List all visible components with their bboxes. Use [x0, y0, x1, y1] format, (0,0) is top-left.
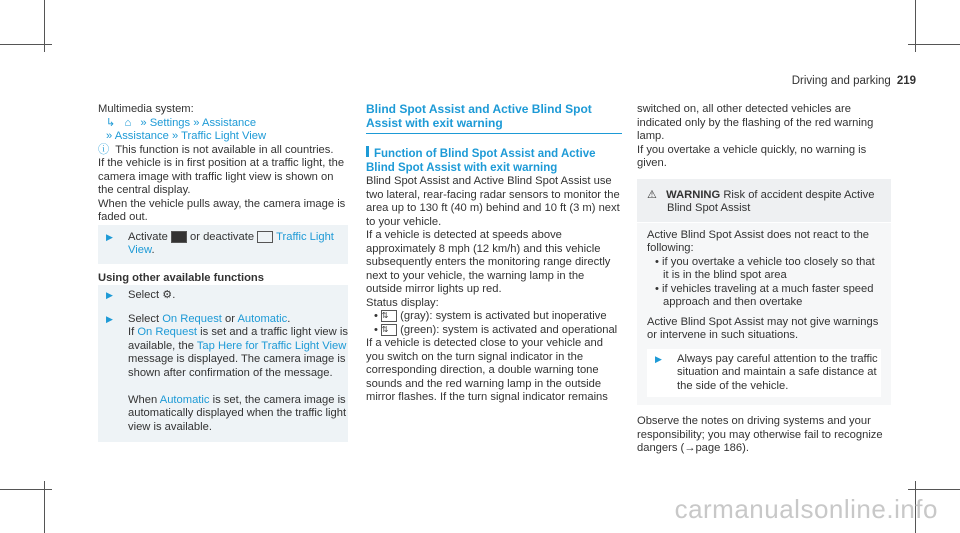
- note: [98, 144, 348, 158]
- para3-text: Observe the notes on driving systems and your responsibility; you may otherwise fail to recognize dangers (: [637, 415, 883, 454]
- step-text: Select On Request or Automatic. If On Request is set and a traffic light view is available, the Tap Here for Traffic Light View message is displayed. The camera image is shown after confirmation of the message. When Automatic is set, the camera image is automatically displayed when the traffic light view is available.: [128, 312, 348, 433]
- home-icon: ⌂: [124, 116, 132, 129]
- warn-step-text: Always pay careful attention to the traffic situation and maintain a safe distance at the side of the vehicle.: [677, 352, 878, 392]
- para-1: If the vehicle is in first position at a traffic light, the camera image with traffic light view is shown on the central display.: [98, 157, 345, 196]
- para3-end: ).: [742, 442, 749, 454]
- arrow-icon: ↳: [106, 116, 116, 129]
- s3-link1: On Request: [162, 312, 222, 325]
- bullet-1: • ⇅ (gray): system is activated but inoperative: [374, 310, 607, 322]
- s3b: or: [225, 312, 235, 325]
- step-text: Select ⚙.: [128, 289, 176, 301]
- path-traffic-light-view: Traffic Light View: [181, 130, 267, 142]
- blind-spot-icon: ⇅: [381, 324, 397, 336]
- s3a: Select: [128, 312, 160, 325]
- warn-b1-text: if you overtake a vehicle too closely so that it is in the blind spot area: [662, 255, 875, 281]
- warn-para-2: Active Blind Spot Assist may not give warnings or intervene in such situations.: [647, 315, 879, 341]
- other-functions-heading: Using other available functions: [98, 271, 264, 284]
- s3g: is set, the camera image is automatically displayed when the traffic light view is available.: [128, 393, 347, 433]
- crop-mark: [44, 0, 45, 52]
- menu-path-1: [98, 117, 348, 131]
- info-icon: ⓘ: [98, 143, 110, 156]
- para-3: If a vehicle is detected close to your vehicle and you switch on the turn signal indicator in the corresponding direction, a double warning tone sounds and the red warning lamp in the outside mirror flashes. If the turn signal indicator remains: [366, 337, 608, 403]
- crop-mark: [915, 0, 916, 52]
- gear-icon: ⚙: [162, 289, 173, 301]
- s3e: message is displayed. The camera image is shown after confirmation of the message.: [128, 353, 346, 379]
- warning-title: WARNING: [666, 188, 721, 201]
- chevron-icon: »: [171, 130, 179, 142]
- para-2: If you overtake a vehicle quickly, no warning is given.: [637, 143, 867, 169]
- step-select-mode: [98, 307, 348, 443]
- bar-icon: [366, 146, 369, 157]
- step-arrow-icon: ▶: [106, 231, 113, 242]
- status-label: Status display:: [366, 296, 439, 309]
- s3f: When: [128, 393, 158, 406]
- warn-para-1: Active Blind Spot Assist does not react to the following:: [647, 228, 870, 254]
- s3-link5: Automatic: [159, 393, 210, 406]
- page-ref: page 186: [695, 442, 743, 454]
- path-settings: Settings: [149, 116, 191, 129]
- warn-step: [647, 349, 881, 398]
- menu-path-2: [98, 130, 348, 144]
- page-header: [792, 75, 916, 87]
- bullet1-text: (gray): system is activated but inoperative: [400, 310, 607, 322]
- step-text: Activate or deactivate Traffic Light View.: [128, 230, 334, 256]
- para-2: If a vehicle is detected at speeds above approximately 8 mph (12 km/h) and this vehicle subsequently enters the monitoring range directly next to your vehicle, the warning lamp in the outside mirror lights up red.: [366, 229, 611, 295]
- step-select: [98, 285, 348, 307]
- path-assistance-2: Assistance: [114, 130, 169, 142]
- watermark: carmanualsonline.info: [674, 494, 938, 524]
- toggle-on-icon: [171, 231, 187, 243]
- para-3: [637, 415, 891, 456]
- path-assistance: Assistance: [201, 116, 257, 129]
- step-arrow-icon: ▶: [655, 353, 662, 364]
- chevron-icon: »: [140, 116, 147, 129]
- para-1: Blind Spot Assist and Active Blind Spot Assist use two lateral, rear-facing radar sensors to monitor the area up to 130 ft (40 m) behind and 10 ft (3 m) next to your vehicle.: [366, 175, 620, 228]
- step-arrow-icon: ▶: [106, 290, 113, 300]
- column-3: [637, 103, 891, 456]
- arrow-icon: →: [684, 442, 696, 454]
- subsection-title: [366, 146, 622, 175]
- page-number: 219: [896, 75, 916, 87]
- bullet-2: • ⇅ (green): system is activated and operational: [374, 323, 618, 336]
- subtitle-text: Function of Blind Spot Assist and Active Blind Spot Assist with exit warning: [366, 148, 596, 174]
- crop-mark: [44, 481, 45, 533]
- step-arrow-icon: ▶: [106, 313, 113, 324]
- section-title: Driving and parking: [791, 75, 891, 87]
- intro-text: Multimedia system:: [98, 103, 194, 115]
- column-2: [366, 103, 622, 405]
- chevron-icon: »: [193, 116, 200, 129]
- warn-bullet-1: • if you overtake a vehicle too closely so that it is in the blind spot area: [655, 255, 875, 281]
- step1-b: or deactivate: [190, 230, 255, 243]
- bullet2-text: (green): system is activated and operational: [400, 323, 618, 336]
- para-2: When the vehicle pulls away, the camera image is faded out.: [98, 197, 346, 223]
- section-title: Blind Spot Assist and Active Blind Spot Assist with exit warning: [366, 103, 622, 134]
- step1-a: Activate: [128, 230, 168, 243]
- blind-spot-icon: ⇅: [381, 310, 397, 322]
- warn-b2-text: if vehicles traveling at a much faster speed approach and then overtake: [662, 282, 874, 308]
- warning-box: [637, 179, 891, 406]
- warning-header: [637, 179, 891, 223]
- para-1: switched on, all other detected vehicles are indicated only by the flashing of the red warning lamp.: [637, 103, 874, 142]
- step-activate: [98, 225, 348, 264]
- warning-body: [637, 223, 891, 406]
- s3-link3: On Request: [137, 326, 198, 338]
- s3-link4: Tap Here for Traffic Light View: [196, 339, 347, 352]
- warning-icon: ⚠: [647, 188, 658, 201]
- s3-link2: Automatic: [237, 312, 288, 325]
- chevron-icon: »: [106, 130, 113, 142]
- s3d: is set and a traffic light view is available, the: [128, 326, 348, 352]
- s3c: If: [128, 326, 135, 338]
- toggle-off-icon: [257, 231, 273, 243]
- step1-link: Traffic Light View: [128, 230, 334, 256]
- step2-text: Select: [128, 289, 160, 301]
- warning-text: Risk of accident despite Active Blind Spot Assist: [667, 188, 875, 214]
- column-1: [98, 103, 348, 442]
- note-text: This function is not available in all countries.: [115, 143, 334, 156]
- warn-bullet-2: • if vehicles traveling at a much faster speed approach and then overtake: [655, 282, 874, 308]
